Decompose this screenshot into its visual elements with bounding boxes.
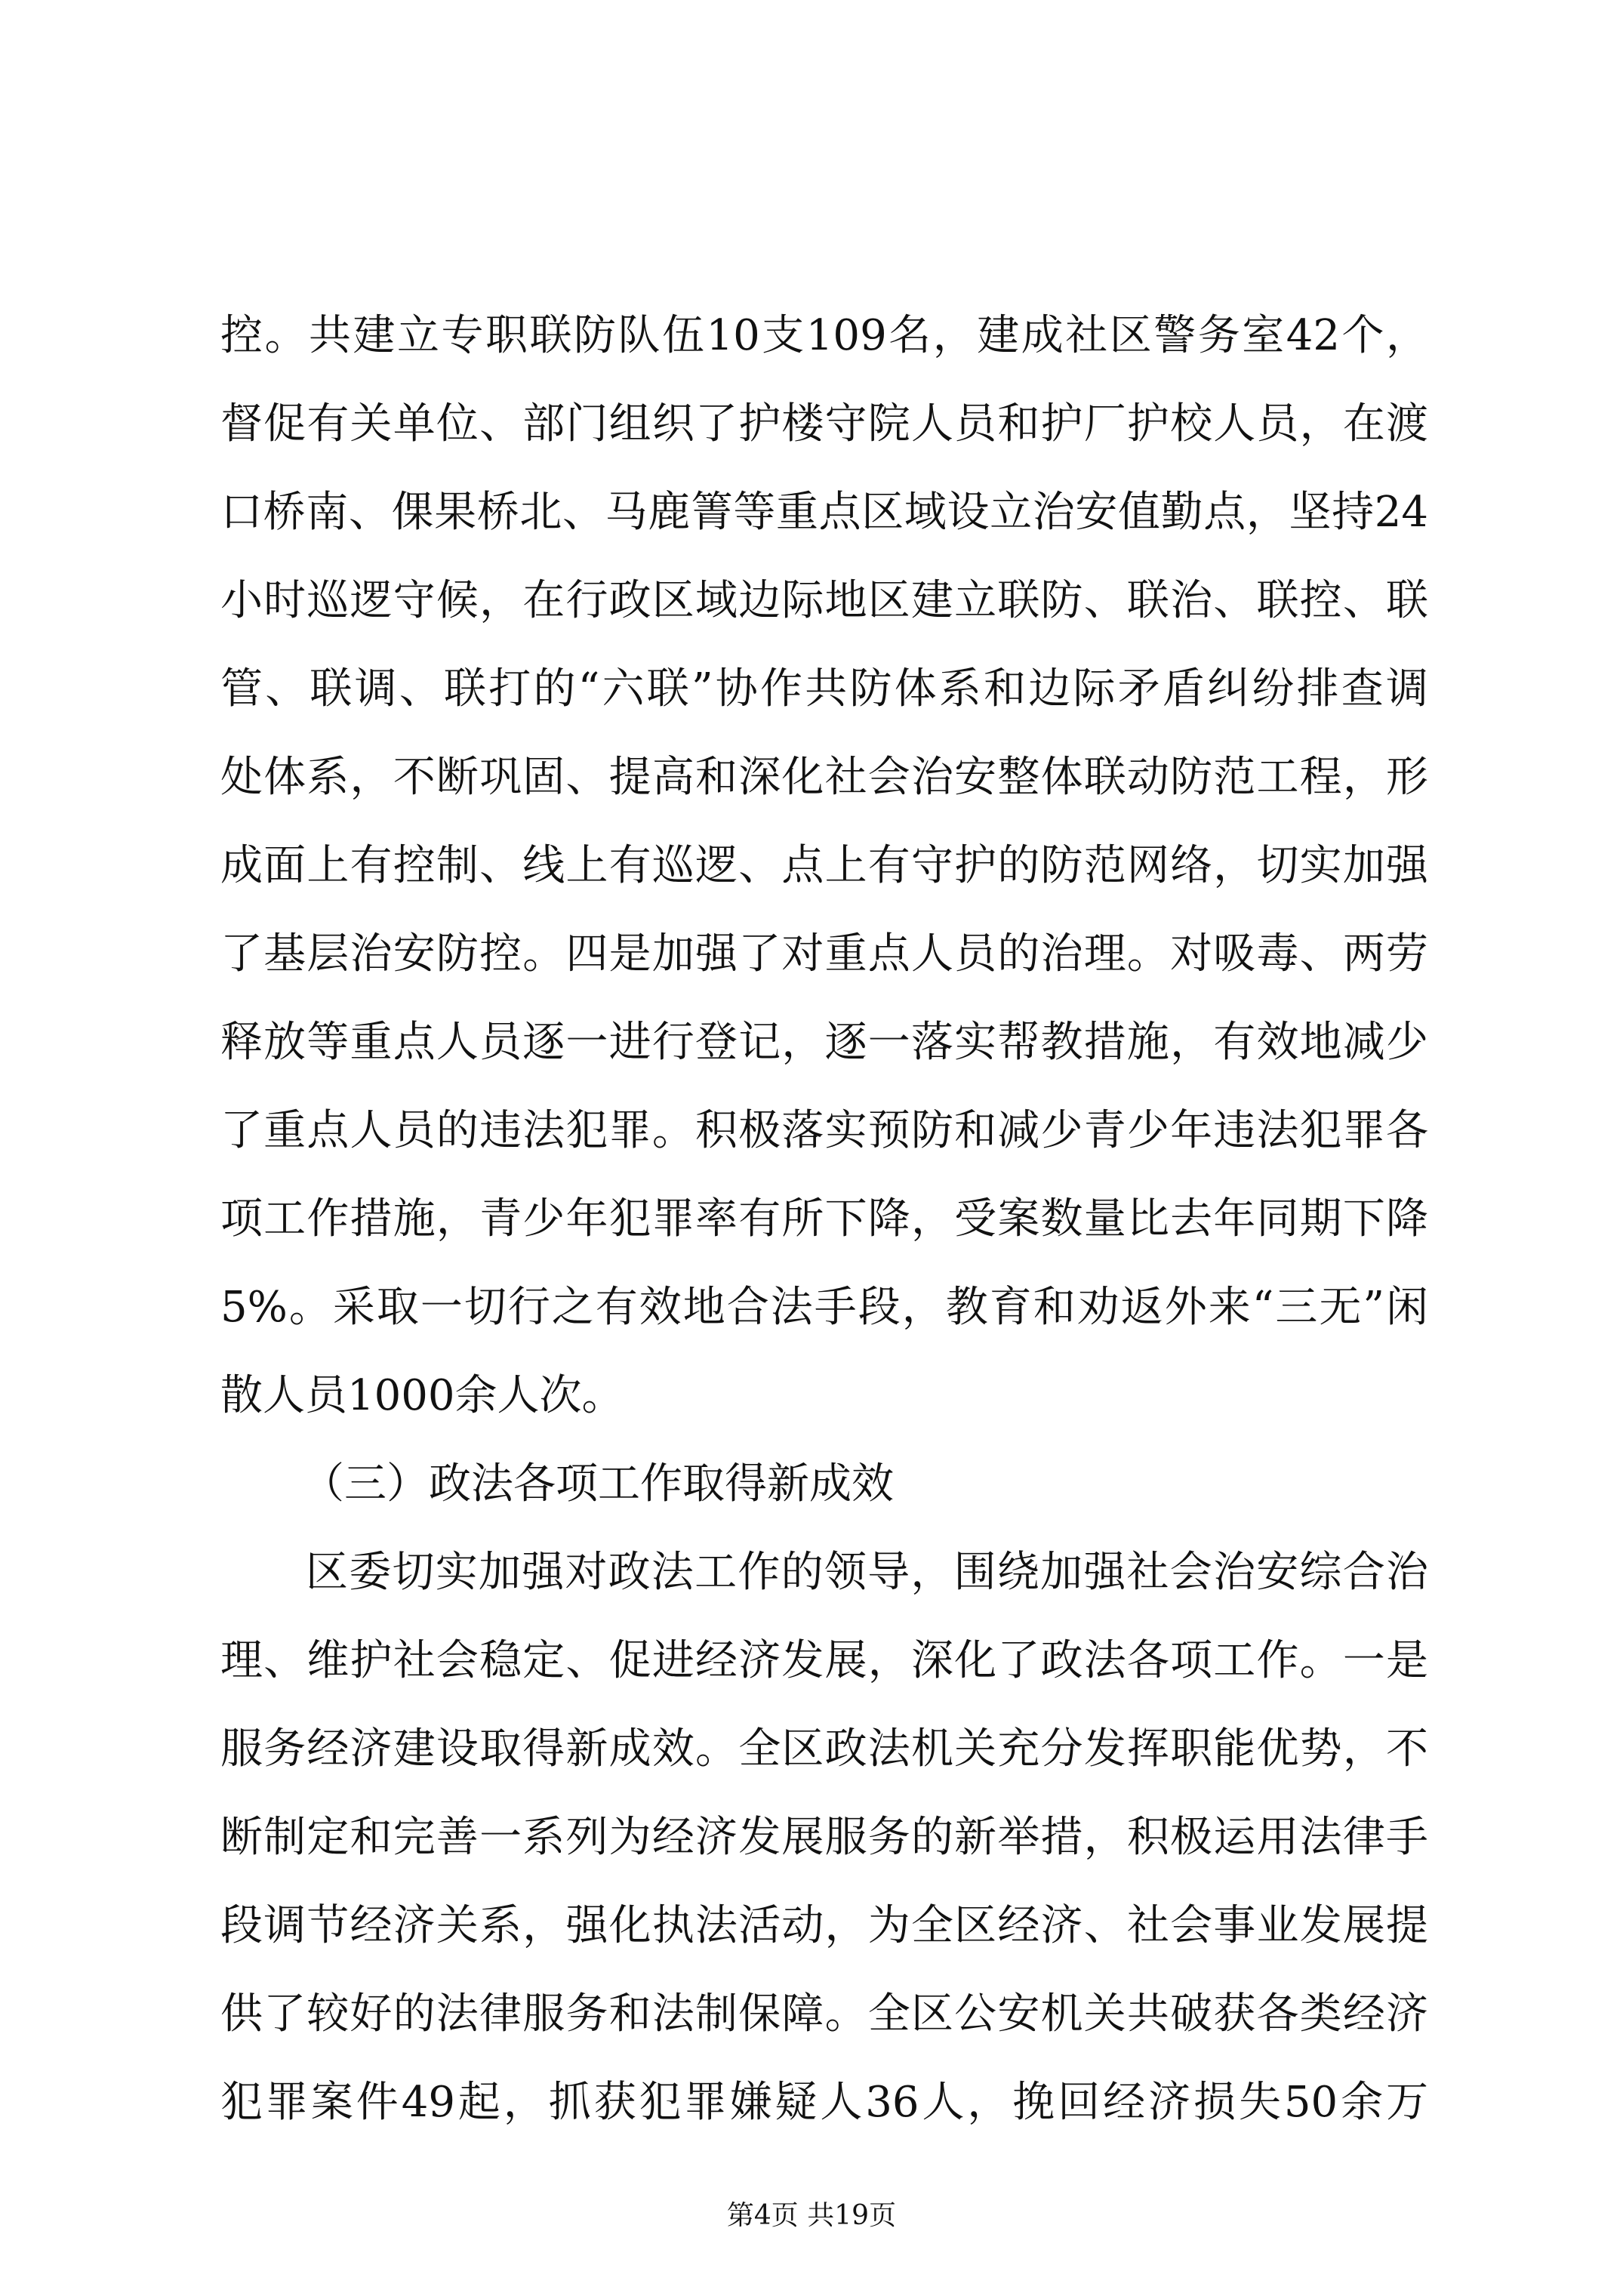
body-line: 5%。采取一切行之有效地合法手段，教育和劝返外来“三无”闲 [220,1283,1428,1332]
body-line: 区委切实加强对政法工作的领导，围绕加强社会治安综合治 [306,1548,1428,1597]
body-line: 成面上有控制、线上有巡逻、点上有守护的防范网络，切实加强 [220,841,1428,890]
body-line: 项工作措施，青少年犯罪率有所下降，受案数量比去年同期下降 [220,1194,1428,1244]
body-line: 释放等重点人员逐一进行登记，逐一落实帮教措施，有效地减少 [220,1018,1428,1067]
section-heading: （三）政法各项工作取得新成效 [302,1459,894,1509]
body-line: 处体系，不断巩固、提高和深化社会治安整体联动防范工程，形 [220,753,1428,802]
body-line: 供了较好的法律服务和法制保障。全区公安机关共破获各类经济 [220,1989,1428,2039]
body-line: 了重点人员的违法犯罪。积极落实预防和减少青少年违法犯罪各 [220,1106,1428,1155]
body-line: 管、联调、联打的“六联”协作共防体系和边际矛盾纠纷排查调 [220,664,1428,713]
body-line: 控。共建立专职联防队伍10支109名，建成社区警务室42个， [220,311,1428,360]
body-line: 段调节经济关系，强化执法活动，为全区经济、社会事业发展提 [220,1901,1428,1950]
body-line: 犯罪案件49起，抓获犯罪嫌疑人36人，挽回经济损失50余万 [220,2078,1428,2127]
body-line: 断制定和完善一系列为经济发展服务的新举措，积极运用法律手 [220,1813,1428,1862]
body-line: 散人员1000余人次。 [220,1371,624,1420]
body-line: 口桥南、倮果桥北、马鹿箐等重点区域设立治安值勤点，坚持24 [220,488,1428,537]
body-line: 小时巡逻守候，在行政区域边际地区建立联防、联治、联控、联 [220,576,1428,625]
body-line: 理、维护社会稳定、促进经济发展，深化了政法各项工作。一是 [220,1636,1428,1685]
page-number-footer: 第4页 共19页 [726,2200,897,2231]
body-line: 了基层治安防控。四是加强了对重点人员的治理。对吸毒、两劳 [220,929,1428,978]
body-line: 服务经济建设取得新成效。全区政法机关充分发挥职能优势，不 [220,1724,1428,1774]
body-line: 督促有关单位、部门组织了护楼守院人员和护厂护校人员，在渡 [220,399,1428,448]
